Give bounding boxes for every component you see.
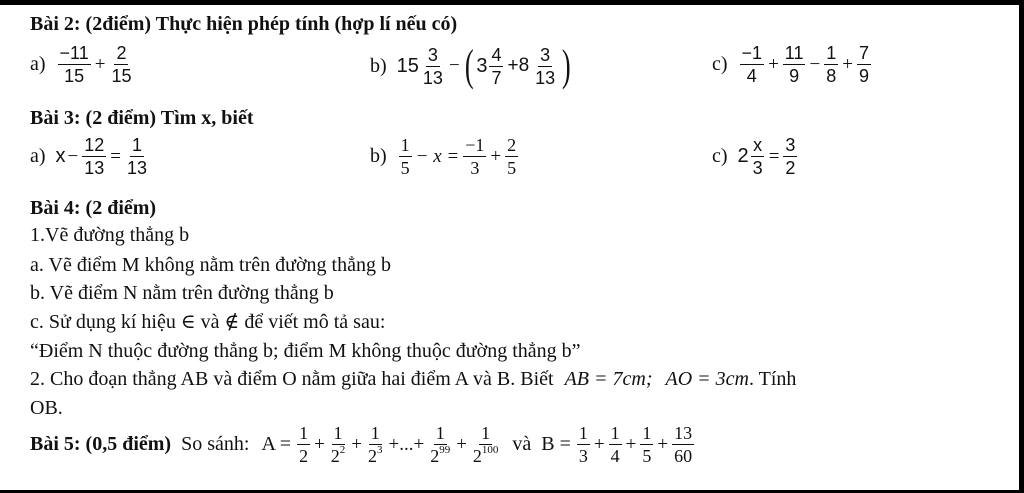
fraction: $\frac{1}{5}$	[400, 135, 410, 178]
fraction: $\frac{1}{2^{99}}$	[430, 423, 451, 466]
fraction: $\frac{-1}{3}$	[465, 135, 485, 178]
fraction: $\frac{3}{2}$	[785, 135, 796, 178]
fraction: $\frac{-1}{4}$	[741, 43, 763, 86]
bai4-line4: c. Sử dụng kí hiệu ∈ và ∉ để viết mô tả sau:	[30, 311, 386, 333]
fraction: $\frac{-11}{15}$	[59, 43, 89, 86]
right-border	[1019, 0, 1024, 493]
bai3-title: Bài 3: (2 điểm) Tìm x, biết	[30, 107, 254, 129]
bai2-b: b) 15 $\frac{3}{13}$ − ( 3 $\frac{4}{7}$ +8 $\frac{3}{13}$ )	[370, 41, 571, 90]
fraction: $\frac{1}{2^{100}}$	[472, 423, 499, 466]
fraction: $\frac{7}{9}$	[858, 43, 869, 86]
fraction: $\frac{4}{7}$	[491, 44, 502, 88]
fraction: $\frac{1}{13}$	[127, 135, 148, 178]
left-paren: (	[464, 41, 474, 90]
bai5-row: Bài 5: (0,5 điểm) So sánh: A = $\frac{1}{2}$ + $\frac{1}{2^2}$ + $\frac{1}{2^3}$ +...+ $\frac{1}{2^{99}}$ + $\frac{1}{2^{100}}$ và B = $\frac{1}{3}$ + $\frac{1}{4}$ + $\frac{1}{5}$ + $\frac{13}{60}$	[30, 423, 693, 466]
fraction: $\frac{3}{13}$	[422, 44, 443, 88]
bai4-line7: OB.	[30, 397, 63, 419]
top-border	[0, 0, 1024, 5]
bai4-line3: b. Vẽ điểm N nằm trên đường thẳng b	[30, 282, 334, 304]
fraction: $\frac{13}{60}$	[674, 423, 693, 466]
bai3-a: a) x − $\frac{12}{13}$ = $\frac{1}{13}$	[30, 135, 148, 178]
bai4-line2: a. Vẽ điểm M không nằm trên đường thẳng b	[30, 254, 391, 276]
bai3-c: c) 2 $\frac{x}{3}$ = $\frac{3}{2}$	[712, 135, 796, 178]
bai5-text: So sánh:	[181, 433, 250, 455]
fraction: $\frac{11}{9}$	[784, 43, 804, 86]
fraction: $\frac{1}{4}$	[610, 423, 620, 466]
right-paren: )	[562, 41, 571, 90]
fraction: $\frac{1}{2}$	[299, 423, 309, 466]
bai2-c: c) $\frac{-1}{4}$ + $\frac{11}{9}$ − $\frac{1}{8}$ + $\frac{7}{9}$	[712, 43, 869, 86]
fraction: $\frac{1}{3}$	[578, 423, 588, 466]
bai3-b: b) $\frac{1}{5}$ − x = $\frac{-1}{3}$ + $\frac{2}{5}$	[370, 135, 517, 178]
bai4-line6: 2. Cho đoạn thẳng AB và điểm O nằm giữa hai điểm A và B. Biết AB = 7cm; AO = 3cm. Tính	[30, 368, 797, 390]
bai4-line5: “Điểm N thuộc đường thẳng b; điểm M không thuộc đường thẳng b”	[30, 340, 581, 362]
fraction: $\frac{3}{13}$	[535, 44, 556, 88]
fraction: $\frac{1}{2^3}$	[368, 423, 383, 466]
bai5-title: Bài 5: (0,5 điểm)	[30, 433, 172, 455]
fraction: $\frac{1}{2^2}$	[330, 423, 346, 466]
fraction: $\frac{1}{5}$	[642, 423, 652, 466]
fraction: $\frac{2}{5}$	[507, 135, 517, 178]
bai4-title: Bài 4: (2 điểm)	[30, 197, 157, 219]
bai2-title: Bài 2: (2điểm) Thực hiện phép tính (hợp lí nếu có)	[30, 13, 458, 35]
fraction: $\frac{1}{8}$	[826, 43, 837, 86]
fraction: $\frac{2}{15}$	[111, 43, 132, 86]
fraction: $\frac{x}{3}$	[752, 135, 763, 178]
fraction: $\frac{12}{13}$	[84, 135, 105, 178]
bai4-line1: 1.Vẽ đường thẳng b	[30, 224, 190, 246]
bai2-a: a) $\frac{-11}{15}$ + $\frac{2}{15}$	[30, 43, 132, 86]
